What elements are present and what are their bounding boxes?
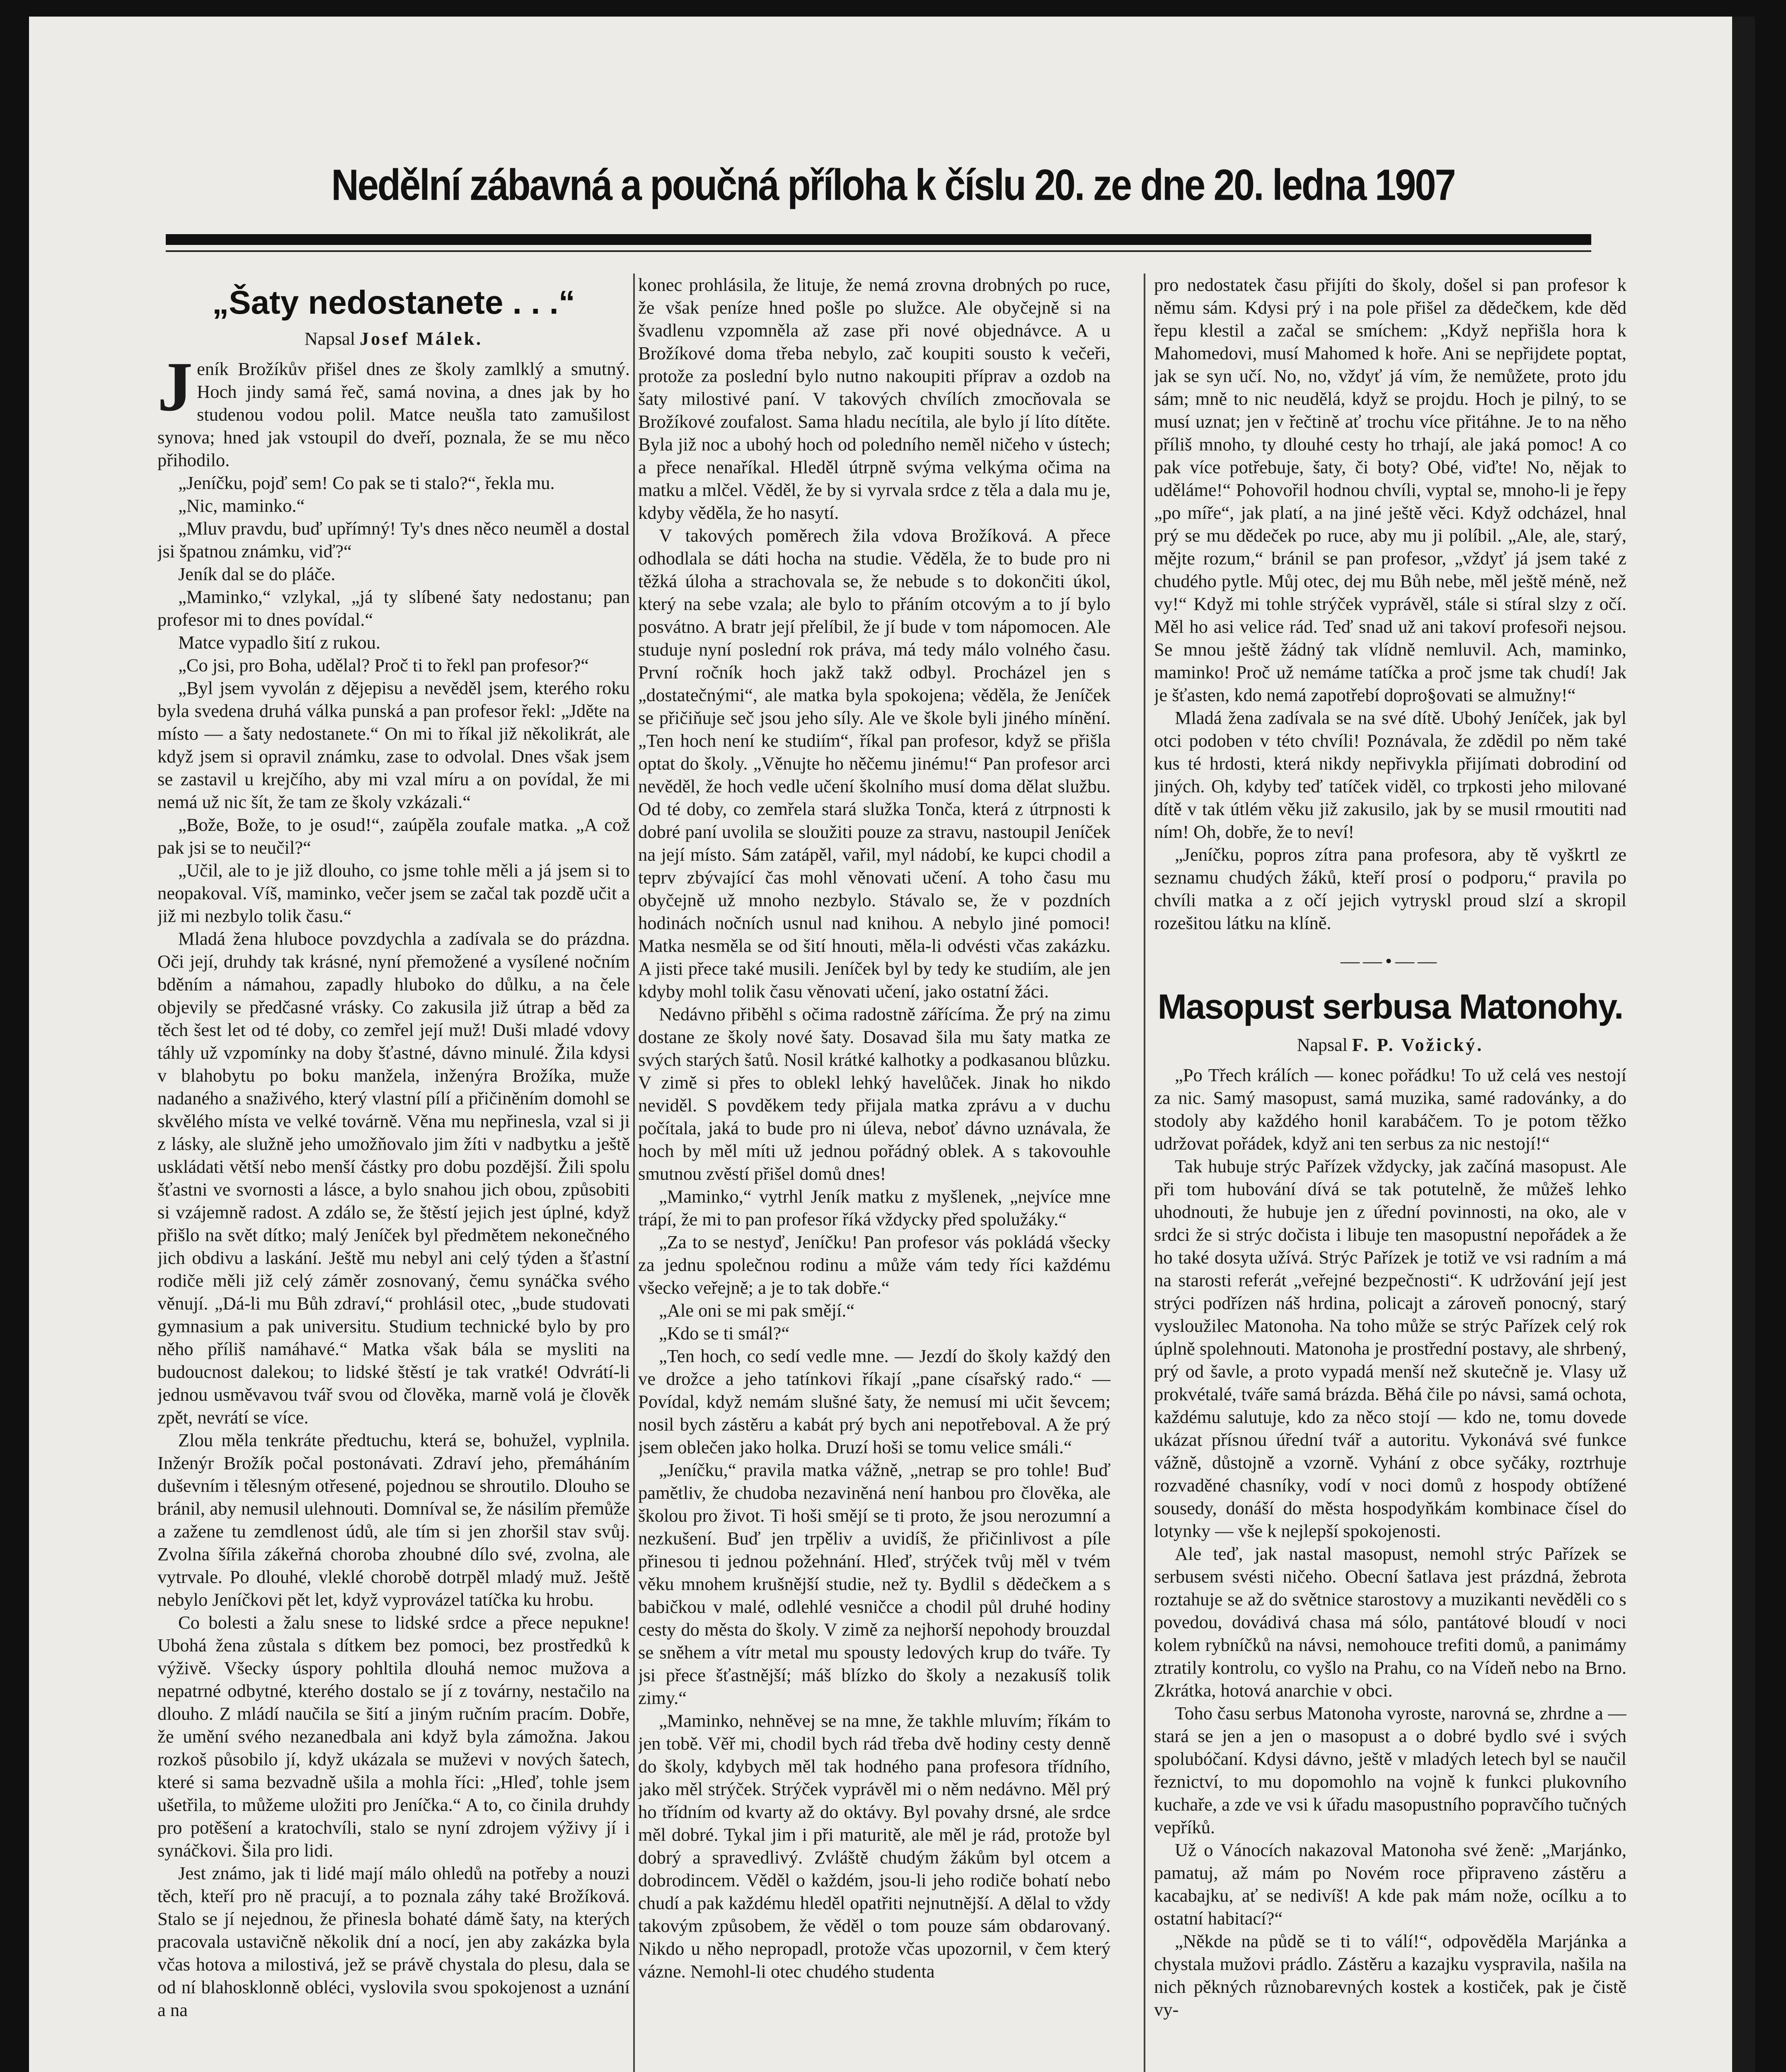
paragraph: „Maminko,“ vzlykal, „já ty slíbené šaty nedostanu; pan profesor mi to dnes povídal.“ bbox=[157, 586, 630, 630]
paragraph: „Ale oni se mi pak smějí.“ bbox=[659, 1300, 855, 1321]
paragraph: Co bolesti a žalu snese to lidské srdce a přece nepukne! Ubohá žena zůstala s dítkem bez pomoci, bez prostředků k výživě. Všecky úspory pohltila dlouhá nemoc mužova a nepatrné odbytné, kterého dostalo se jí z továrny, nestačilo na dlouho. Z mládí naučila se šití a jiným ručním pracím. Dobře, že umění svého nezanedbala ani když byla zámožna. Jakou rozkoš působilo jí, když ukázala se muževi v nových šatech, které si sama bezvadně ušila a mohla říci: „Hleď, tohle jsem ušetřila, to můžeme uložiti pro Jeníčka.“ A to, co činila druhdy pro potěšení a kratochvíli, stalo se nyní zdrojem výživy jí i synáčkovi. Šila pro lidi. bbox=[157, 1612, 630, 1861]
paragraph: Ale teď, jak nastal masopust, nemohl strýc Pařízek se serbusem svésti ničeho. Obecní šatlava jest prázdná, žebrota roztahuje se až do světnice starostovy a muzikanti nevěděli co s povedou, dovádivá chasa má sólo, pantátové bloudí v noci kolem rybníčků na návsi, nemohouce trefiti domů, a panimámy ztratily kontrolu, co vyšlo na Prahu, co na Vídeň nebo na Brno. Zkrátka, hotová anarchie v obci. bbox=[1154, 1543, 1626, 1701]
article-title: „Šaty nedostanete . . .“ bbox=[212, 284, 575, 321]
paragraph: Nedávno přiběhl s očima radostně zářícíma. Že prý na zimu dostane ze školy nové šaty. Dosavad šila mu šaty matka ze svých starých šatů. Nosil krátké kalhotky a podkasanou blůzku. V zimě si přes to oblekl lehký havelůček. Jinak ho nikdo neviděl. S povděkem tedy přijala matka zprávu a v duchu počítala, jaká to bude pro ni úleva, neboť dávno uznávala, že hoch by měl míti už jednou pořádný oblek. A s takovouhle smutnou zvěstí přišel domů dnes! bbox=[638, 1004, 1111, 1184]
column-1 bbox=[157, 274, 630, 2072]
paragraph: Mladá žena zadívala se na své dítě. Ubohý Jeníček, jak byl otci podoben v této chvíli! Poznávala, že zdědil po něm také kus té hrdosti, která nikdy nepřivykla přijímati dobrodiní od jiných. Oh, kdyby teď tatíček viděl, co trpkosti jeho milované dítě v tak útlém věku již zakusilo, jak by se musil rmoutiti nad ním! Oh, dobře, že to neví! bbox=[1154, 707, 1626, 842]
column-2 bbox=[638, 274, 1111, 2072]
paragraph: Mladá žena hluboce povzdychla a zadívala se do prázdna. Oči její, druhdy tak krásné, nyní přemožené a vysílené nočním bděním a námahou, zapadly hluboko do důlku, a na čele objevily se předčasné vrásky. Co zakusila již útrap a běd za těch šest let od té doby, co zemřel její muž! Duši mladé vdovy táhly už vzpomínky na doby šťastné, dávno minulé. Žila kdysi v blahobytu po boku manžela, inženýra Brožíka, muže nadaného a snaživého, který vlastní pílí a přičiněním domohl se skvělého místa ve velké továrně. Věna mu nepřinesla, vzal si ji z lásky, ale služně jeho umožňovalo jim žíti v nadbytku a ještě uskládati větší nebo menší částky pro dobu pozdější. Žili spolu šťastni ve svornosti a lásce, a bylo snahou jich obou, způsobiti si vzájemně radost. A zdálo se, že štěstí jejich jest úplné, když přišlo na svět dítko; malý Jeníček byl předmětem nekonečného jich obdivu a laskání. Ještě mu nebyl ani celý týden a šťastní rodiče měli již celý záměr zosnovaný, čemu synáčka svého věnují. „Dá-li mu Bůh zdraví,“ prohlásil otec, „bude studovati gymnasium a pak universitu. Studium technické bylo by pro něho příliš namáhavé.“ Matka však bála se mysliti na budoucnost dalekou; to lidské štěstí je tak vratké! Odvrátí-li jednou usměvavou tvář svou od člověka, marně volá je člověk zpět, nevrátí se více. bbox=[157, 928, 630, 1428]
column-divider bbox=[1144, 274, 1145, 2072]
paragraph: „Kdo se ti smál?“ bbox=[659, 1323, 790, 1343]
paragraph: Tak hubuje strýc Pařízek vždycky, jak začíná masopust. Ale při tom hubování dívá se tak potutelně, že můžeš lehko uhodnouti, že hubuje jen z úřední povinnosti, na oko, ale v srdci že si strýc dočista i libuje ten masopustní nepořádek a že ho také dosyta užívá. Strýc Pařízek je totiž ve vsi radním a má na starosti referát „veřejné bezpečnosti“. K udržování její jest strýci podřízen náš hrdina, policajt a zároveň ponocný, starý vysloužilec Matonoha. Na toho může se strýc Pařízek celý rok úplně spolehnouti. Matonoha je prostřední postavy, ale shrbený, prý od šavle, a proto vypadá menší než skutečně je. Vlasy už prokvétalé, tváře samá brázda. Běhá čile po návsi, samá ochota, každému salutuje, kdo za něco stojí — kdo ne, tomu dovede ukázat přísnou úřední tvář a autoritu. Vykonává své funkce vážně, důstojně a vzorně. Vyhání z obce syčáky, roztrhuje rozvaděné chasníky, vodí v noci domů z hospody obtížené sousedy, donáší do města hospodyňkám kombinace čísel do lotynky — vše k nejlepší spokojenosti. bbox=[1154, 1156, 1626, 1541]
masthead-title: Nedělní zábavná a poučná příloha k číslu 20. ze dne 20. ledna 1907 bbox=[331, 161, 1455, 210]
paragraph: Zlou měla tenkráte předtuchu, která se, bohužel, vyplnila. Inženýr Brožík počal postonávati. Zdraví jeho, přemáháním duševním i tělesným otřesené, pojednou se shroutilo. Dlouho se bránil, aby nemusil ulehnouti. Domníval se, že násilím přemůže a zažene tu zemdlenost údů, ale tím si jen zhoršil stav svůj. Zvolna šířila zákeřná choroba zhoubné dílo své, zvolna, ale vytrvale. Po dlouhé, vleklé chorobě dotrpěl mladý muž. Ještě nebylo Jeníčkovi pět let, když vyprovázel tatíčka ku hrobu. bbox=[157, 1430, 630, 1610]
paragraph: Matce vypadlo šití z rukou. bbox=[178, 632, 381, 653]
paragraph: „Ten hoch, co sedí vedle mne. — Jezdí do školy každý den ve drožce a jeho tatínkovi říkají „pane císařský rado.“ — Povídal, když nemám slušné šaty, že nemusí mi učit ševcem; nosil bych zástěru a kabát prý bych ani nepotřeboval. A že prý jsem oblečen jako holka. Druzí hoši se tomu velice smáli.“ bbox=[638, 1346, 1111, 1457]
paragraph: „Maminko,“ vytrhl Jeník matku z myšlenek, „nejvíce mne trápí, že mi to pan profesor říká vždycky před spolužáky.“ bbox=[638, 1186, 1111, 1230]
article-byline bbox=[1154, 1034, 1626, 1056]
article-body bbox=[157, 348, 630, 2021]
paragraph: „Někde na půdě se ti to válí!“, odpověděla Marjánka a chystala mužovi prádlo. Zástěru a kazajku vyspravila, našila na nich pěkných různobarevných kostek a kostiček, pak je čistě vy- bbox=[1154, 1931, 1626, 2020]
paragraph: „Maminko, nehněvej se na mne, že takhle mluvím; říkám to jen tobě. Věř mi, chodil bych rád třeba dvě hodiny cesty denně do školy, kdybych měl tak hodného pana profesora třídního, jako měl strýček. Strýček vyprávěl mi o něm nedávno. Měl prý ho třídním od kvarty až do oktávy. Byl povahy drsné, ale srdce měl dobré. Tykal jim i při maturitě, ale měl je rád, protože byl dobrý a spravedlivý. Zvláště chudým žákům byl otcem a dobrodincem. Věděl o každém, jsou-li jeho rodiče bohatí nebo chudí a pak každému hleděl opatřiti nejnutnější. A dělal to vždy takovým způsobem, že věděl o tom pouze sám obdarovaný. Nikdo u něho nepropadl, protože včas upozornil, v čem který vázne. Nemohl-li otec chudého studenta bbox=[638, 1710, 1111, 1982]
paragraph: „Co jsi, pro Boha, udělal? Proč ti to řekl pan profesor?“ bbox=[178, 655, 589, 675]
paragraph: „Byl jsem vyvolán z dějepisu a nevěděl jsem, kterého roku byla svedena druhá válka punská a pan profesor řekl: „Jděte na místo — a šaty nedostanete.“ On mi to říkal již několikrát, ale když jsem si opravil známku, zase to odvolal. Dnes však jsem se zastavil u krejčího, aby mi vzal míru a on povídal, že mi nemá už nic šít, že tam ze školy vzkázali.“ bbox=[157, 678, 630, 812]
paragraph: „Po Třech králích — konec pořádku! To už celá ves nestojí za nic. Samý masopust, samá muzika, samé radovánky, a do stodoly aby každého honil karabáčem. To je potom těžko udržovat pořádek, když ani ten serbus za nic nestojí!“ bbox=[1154, 1065, 1626, 1154]
masthead-rule-thin bbox=[166, 250, 1591, 252]
article-title: Masopust serbusa Matonohy. bbox=[1157, 987, 1623, 1026]
paragraph: „Mluv pravdu, buď upřímný! Ty's dnes něco neuměl a dostal jsi špatnou známku, viď?“ bbox=[157, 518, 630, 562]
paragraph: V takových poměrech žila vdova Brožíková. A přece odhodlala se dáti hocha na studie. Věděla, že to bude pro ni těžká úloha a strachovala se, že nebude s to dokončiti úkol, který na sebe vzala; ale bylo to přáním otcovým a to jí bylo posvátno. A bratr její přelíbil, že jí bude v tom nápomocen. Ale studuje nyní poslední rok práva, má tedy málo volného času. První ročník hoch jakž takž odbyl. Procházel jen s „dostatečnými“, ale matka byla spokojena; věděla, že Jeníček se přičiňuje seč jsou jeho síly. Ale ve škole byli jiného mínění. „Ten hoch není ke studiím“, říkal pan profesor, když se přišla optat do školy. „Věnujte ho něčemu jinému!“ Pan profesor arci nevěděl, že hoch vedle učení školního musí doma dělat službu. Od té doby, co zemřela stará služka Tonča, která z útrpnosti k dobré paní uvolila se sloužiti pouze za stravu, nastoupil Jeníček na její místo. Sám zatápěl, vařil, myl nádobí, ke kupci chodil a teprv zbývající čas mohl věnovati učení. A toho času mu obyčejně už mnoho nezbylo. Stávalo se, že v pozdních hodinách nočních usnul nad knihou. A nebylo jiné pomoci! Matka nesměla se od šití hnouti, měla-li odvésti včas zakázku. A jisti přece také musili. Jeníček byl by tedy ke studiím, ale jen kdyby mohl tolik času věnovati učení, jako ostatní žáci. bbox=[638, 525, 1111, 1002]
paragraph: „Jeníčku, popros zítra pana profesora, aby tě vyškrtl ze seznamu chudých žáků, kteří prosí o podporu,“ pravila po chvíli matka a z očí jejich vytryskl proud slzí a skropil rozešitou látku na klíně. bbox=[1154, 844, 1626, 933]
paragraph: „Jeníčku, pojď sem! Co pak se ti stalo?“, řekla mu. bbox=[178, 472, 555, 493]
paragraph-text: eník Brožíkův přišel dnes ze školy zamlklý a smutný. Hoch jindy samá řeč, samá novina, a dnes jak by ho studenou vodou polil. Matce neušla tato zamušilost synova; hned jak vstoupil do dveří, poznala, že se mu něco přihodilo. bbox=[157, 358, 630, 470]
paragraph: „Učil, ale to je již dlouho, co jsme tohle měli a já jsem si to neopakoval. Víš, maminko, večer jsem se začal tak pozdě učit a již mi nezbylo tolik času.“ bbox=[157, 860, 630, 926]
paragraph: „Jeníčku,“ pravila matka vážně, „netrap se pro tohle! Buď pamětliv, že chudoba nezaviněná není hanbou pro člověka, ale školou pro život. Ti hoši smějí se ti proto, že jsou nerozumní a nezkušení. Buď jen trpěliv a uvidíš, že přičinlivost a píle přinesou ti jednou požehnání. Hleď, strýček tvůj měl v tvém věku mnohem krušnější studie, než ty. Bydlil s dědečkem a s babičkou v malé, odlehlé vesničce a chodil půl druhé hodiny cesty do města do školy. V zimě za nejhorší nepohody brouzdal se sněhem a vítr metal mu spousty ledových krup do tváře. Ty jsi přece šťastnější; máš blízko do školy a nezakusíš tolik zimy.“ bbox=[638, 1460, 1111, 1708]
byline-author: Josef Málek. bbox=[360, 329, 483, 349]
paragraph: Jest známo, jak ti lidé mají málo ohledů na potřeby a nouzi těch, kteří pro ně pracují, a to poznala záhy také Brožíková. Stalo se jí nejednou, že přinesla bohaté dámě šaty, na kterých pracovala ustavičně několik dní a nocí, jen aby zakázka byla včas hotova a milostivá, jež se právě chystala do plesu, dala se od ní blahosklonně obléci, vyslovila svou spokojenost a uznání a na bbox=[157, 1863, 630, 2020]
column-3 bbox=[1154, 274, 1626, 2072]
paragraph: „Za to se nestyď, Jeníčku! Pan profesor vás pokládá všecky za jednu společnou rodinu a může vám tedy říci každému všecko veřejně; a je to tak dobře.“ bbox=[638, 1232, 1111, 1298]
section-ornament: ——•—— bbox=[1340, 950, 1440, 971]
drop-cap: J bbox=[157, 348, 193, 426]
paragraph: Už o Vánocích nakazoval Matonoha své ženě: „Marjánko, pamatuj, až mám po Novém roce připraveno zástěru a kacabajku, ať se nedivíš! A kde pak mám nože, ocílku a to ostatní habitací?“ bbox=[1154, 1840, 1626, 1929]
byline-author: F. P. Vožický. bbox=[1352, 1035, 1484, 1055]
paragraph: pro nedostatek času přijíti do školy, došel si pan profesor k němu sám. Kdysi prý i na pole přišel za dědečkem, kde děd řepu klestil a začal se smíchem: „Když nepřišla hora k Mahomedovi, musí Mahomed k hoře. Ani se nepřijdete poptat, jak se syn učí. No, no, vždyť já vím, že nemůžete, proto jdu sám; mně to nic neudělá, když se projdu. Hoch je pilný, to se musí uznat; jen v řečtině ať trochu více přitáhne. Je to na něho příliš mnoho, ty dlouhé cesty ho trhají, ale jaká pomoc! A co pak více potřebuje, šaty, či boty? Obé, viďte! No, nějak to uděláme!“ Pohovořil hodnou chvíli, vyptal se, mnoho-li je řepy „po míře“, jak platí, a na jiné ještě věci. Když odcházel, hnal prý se mu dědeček po ruce, aby mu ji políbil. „Ale, ale, starý, mějte rozum,“ bránil se pan profesor, „vždyť já jsem také z chudého pytle. Můj otec, dej mu Bůh nebe, měl ještě méně, než vy!“ Když mi tohle strýček vyprávěl, stále si stíral slzy z očí. Měl ho asi velice rád. Teď snad už ani takoví profesoři nejsou. Se mnou ještě žádný tak vlídně nemluvil. Ach, maminko, maminko! Proč už nemáme tatíčka a proč jsme tak chudí! Jak je šťasten, kdo nemá zapotřebí dopro§ovati se almužny!“ bbox=[1154, 274, 1626, 705]
page-edge bbox=[1732, 17, 1755, 2072]
column-divider bbox=[633, 274, 635, 2072]
masthead-rule-thick bbox=[166, 234, 1591, 245]
paragraph: konec prohlásila, že lituje, že nemá zrovna drobných po ruce, že však peníze hned pošle po služce. Ale obyčejně si na švadlenu vzpomněla až zase při nové objednávce. A u Brožíkové doma třeba nebylo, zač koupiti sousto k večeři, protože za poslední bylo nutno nakoupiti příprav a ozdob na šaty milostivé paní. V takových chvílích zmocňovala se Brožíkové zoufalost. Sama hladu necítila, ale bylo jí líto dítěte. Byla již noc a ubohý hoch od poledního neměl ničeho v ústech; a přece nenaříkal. Hleděl útrpně svýma velkýma očima na matku a mlčel. Věděl, že by si vyrvala srdce z těla a dala mu je, kdyby věděla, že ho nasytí. bbox=[638, 274, 1111, 523]
byline-prefix: Napsal bbox=[304, 329, 356, 349]
paragraph: „Nic, maminko.“ bbox=[178, 495, 305, 516]
first-paragraph bbox=[157, 348, 630, 472]
article-byline bbox=[157, 327, 630, 350]
byline-prefix: Napsal bbox=[1297, 1035, 1348, 1055]
paragraph: „Bože, Bože, to je osud!“, zaúpěla zoufale matka. „A což pak jsi se to neučil?“ bbox=[157, 814, 630, 858]
paragraph: Jeník dal se do pláče. bbox=[178, 564, 336, 584]
paragraph: Toho času serbus Matonoha vyroste, narovná se, zhrdne a — stará se jen a jen o masopust a o dobré bydlo své i svých spolubóčaní. Kdysi dávno, ještě v mladých letech byl se naučil řeznictví, to mu dopomohlo na vojně k funkci plukovního kuchaře, a zde ve vsi k úřadu masopustního popravčího tučných vepříků. bbox=[1154, 1703, 1626, 1837]
